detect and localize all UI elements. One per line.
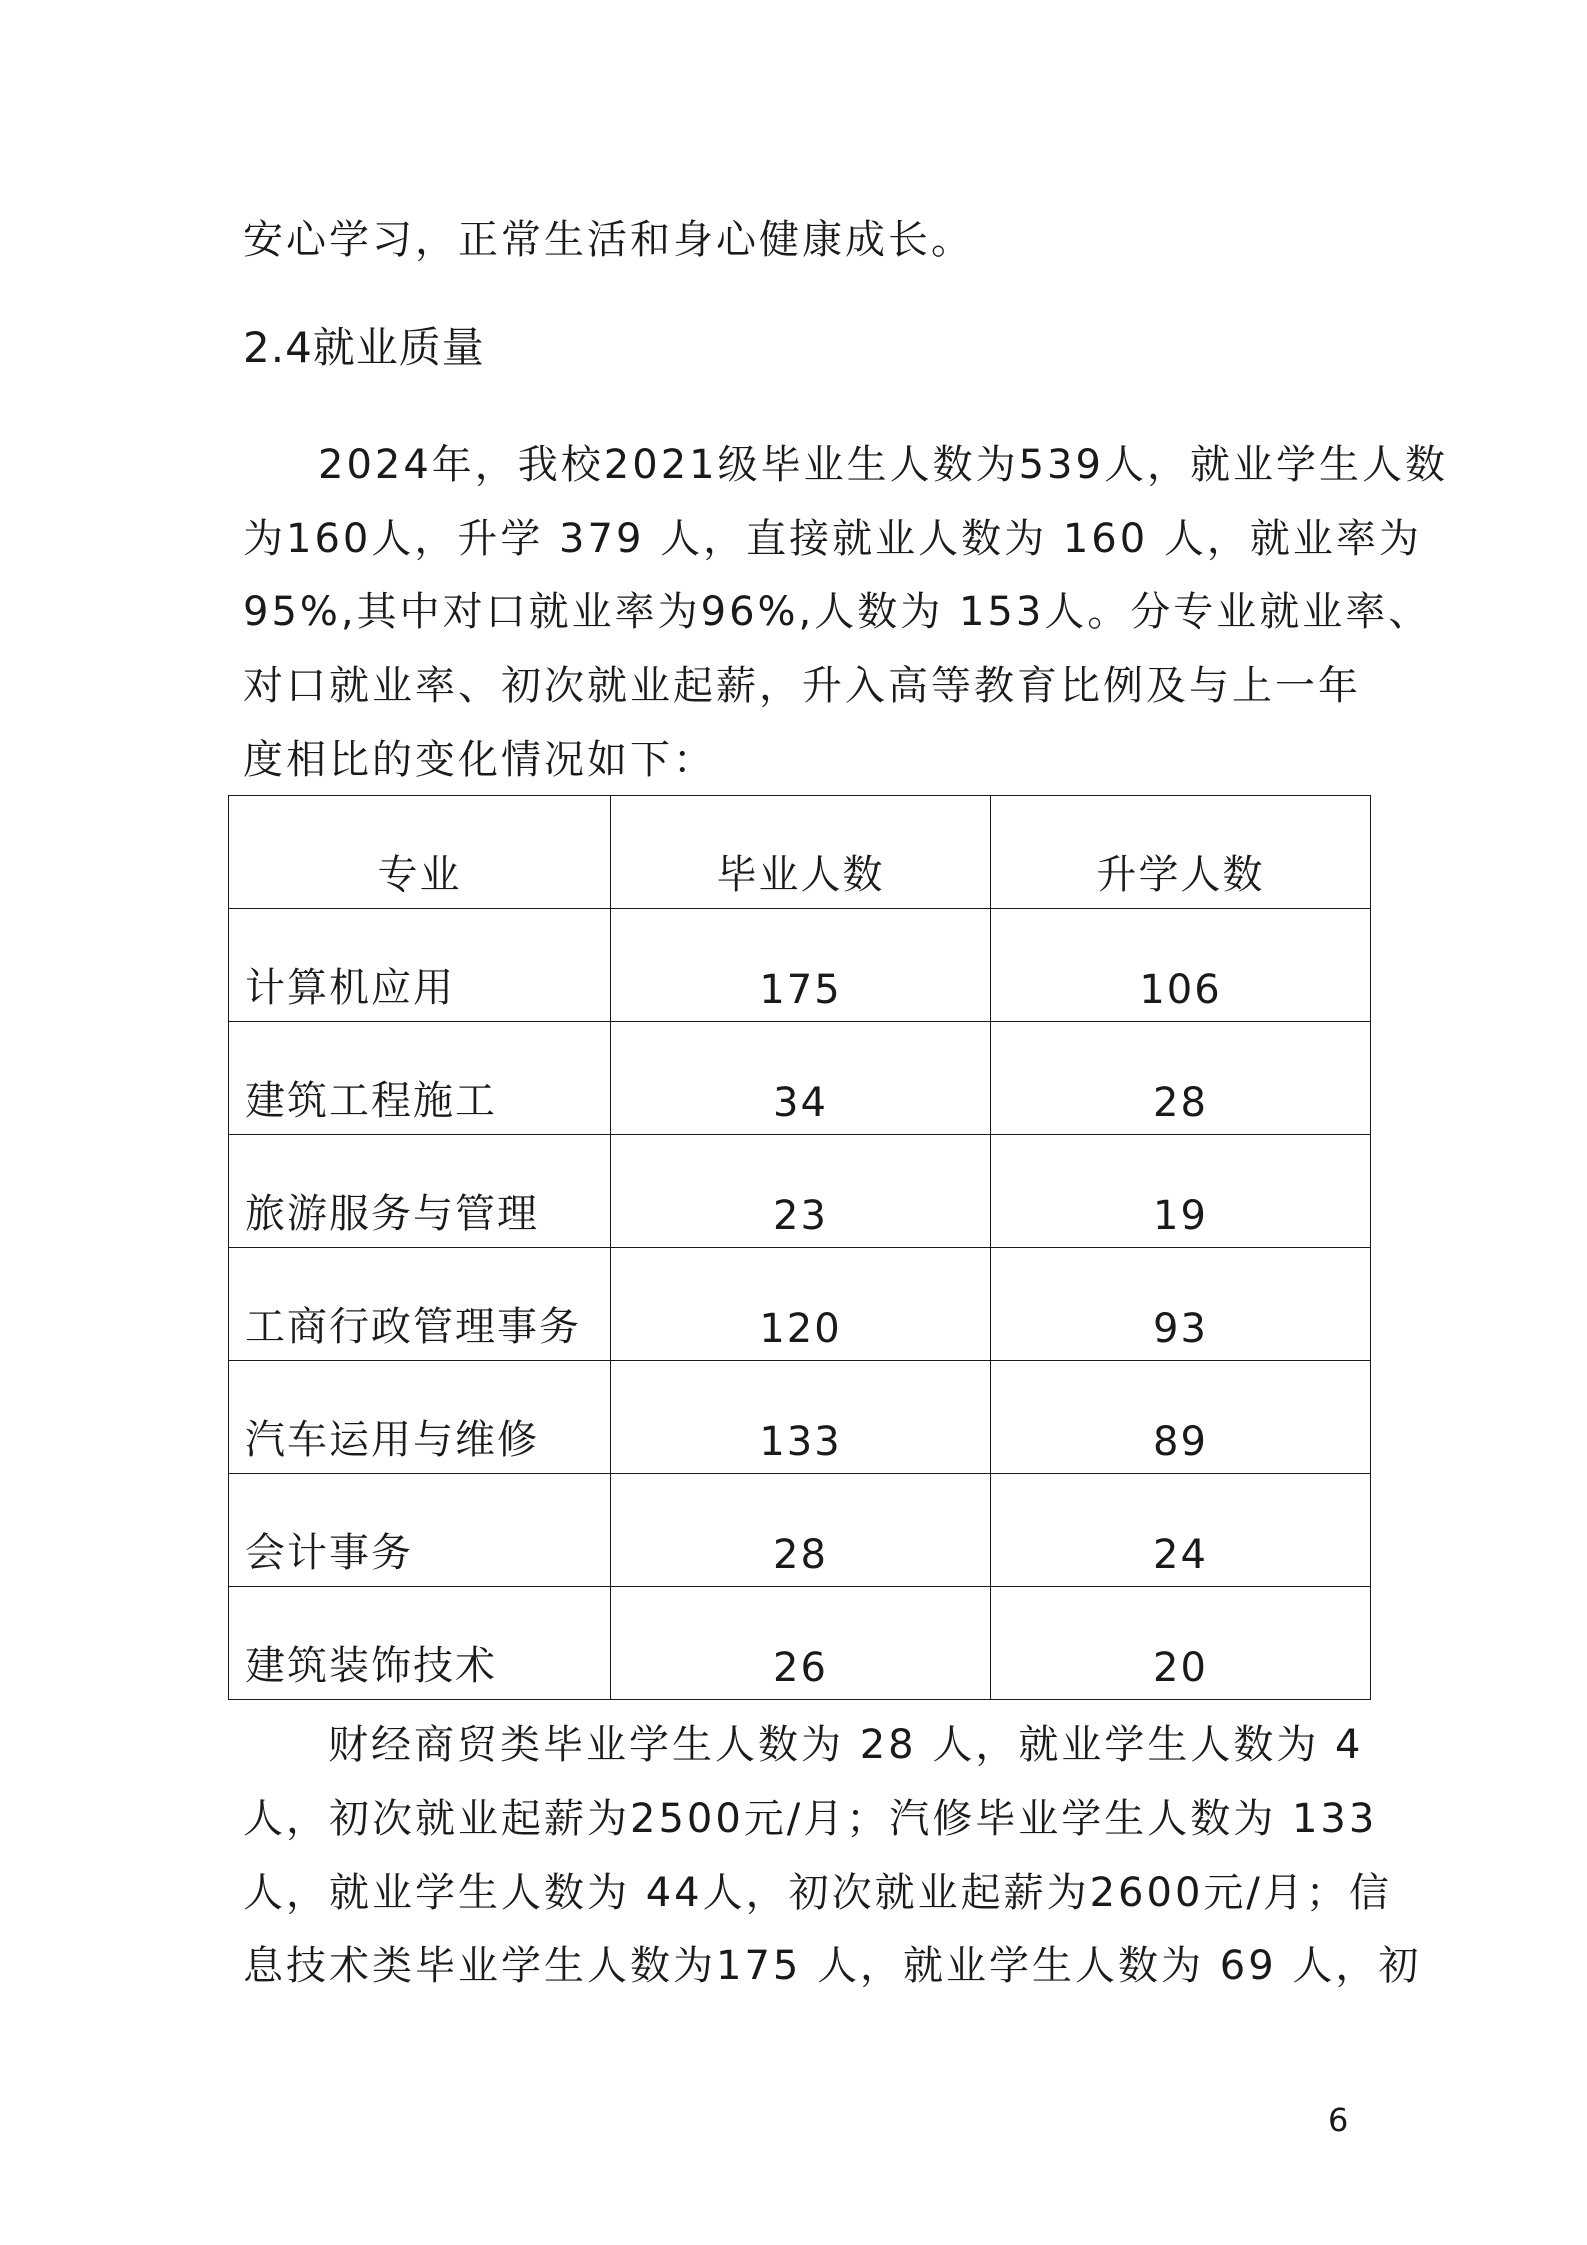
table-row: [229, 1135, 1371, 1248]
header-graduates: 毕业人数: [611, 796, 991, 909]
page-number: 6: [1328, 2101, 1349, 2139]
row-further-study: 93: [991, 1248, 1371, 1361]
closing-line-2: 人，初次就业起薪为2500元/月；汽修毕业学生人数为 133: [243, 1796, 1378, 1842]
intro-line-5: 度相比的变化情况如下：: [243, 737, 716, 783]
row-major: 计算机应用: [229, 909, 611, 1022]
row-graduates: 120: [611, 1248, 991, 1361]
row-major: 旅游服务与管理: [229, 1135, 611, 1248]
intro-line-3: 95%,其中对口就业率为96%,人数为 153人。分专业就业率、: [243, 589, 1432, 635]
paragraph-top-line-1: 安心学习，正常生活和身心健康成长。: [243, 217, 974, 263]
row-major: 会计事务: [229, 1474, 611, 1587]
intro-line-2: 为160人，升学 379 人，直接就业人数为 160 人，就业率为: [243, 516, 1422, 562]
table-header-row: [229, 796, 1371, 909]
row-major: 工商行政管理事务: [229, 1248, 611, 1361]
table-row: [229, 1022, 1371, 1135]
table-row: [229, 1361, 1371, 1474]
header-further-study: 升学人数: [991, 796, 1371, 909]
closing-line-3: 人，就业学生人数为 44人，初次就业起薪为2600元/月；信: [243, 1870, 1392, 1916]
row-graduates: 133: [611, 1361, 991, 1474]
row-major: 汽车运用与维修: [229, 1361, 611, 1474]
closing-line-1: 财经商贸类毕业学生人数为 28 人，就业学生人数为 4: [328, 1722, 1364, 1768]
row-graduates: 28: [611, 1474, 991, 1587]
row-further-study: 89: [991, 1361, 1371, 1474]
row-graduates: 26: [611, 1587, 991, 1700]
section-heading: 2.4就业质量: [243, 323, 485, 372]
table-row: [229, 1248, 1371, 1361]
intro-line-1: 2024年，我校2021级毕业生人数为539人，就业学生人数: [318, 442, 1448, 488]
employment-table: [228, 795, 1371, 1700]
table-row: [229, 909, 1371, 1022]
row-graduates: 34: [611, 1022, 991, 1135]
row-graduates: 23: [611, 1135, 991, 1248]
row-further-study: 20: [991, 1587, 1371, 1700]
row-major: 建筑工程施工: [229, 1022, 611, 1135]
table-row: [229, 1587, 1371, 1700]
header-major: 专业: [229, 796, 611, 909]
row-graduates: 175: [611, 909, 991, 1022]
row-further-study: 24: [991, 1474, 1371, 1587]
intro-line-4: 对口就业率、初次就业起薪，升入高等教育比例及与上一年: [243, 663, 1361, 709]
row-further-study: 106: [991, 909, 1371, 1022]
closing-line-4: 息技术类毕业学生人数为175 人，就业学生人数为 69 人，初: [243, 1943, 1422, 1989]
row-further-study: 19: [991, 1135, 1371, 1248]
row-further-study: 28: [991, 1022, 1371, 1135]
table-row: [229, 1474, 1371, 1587]
row-major: 建筑装饰技术: [229, 1587, 611, 1700]
